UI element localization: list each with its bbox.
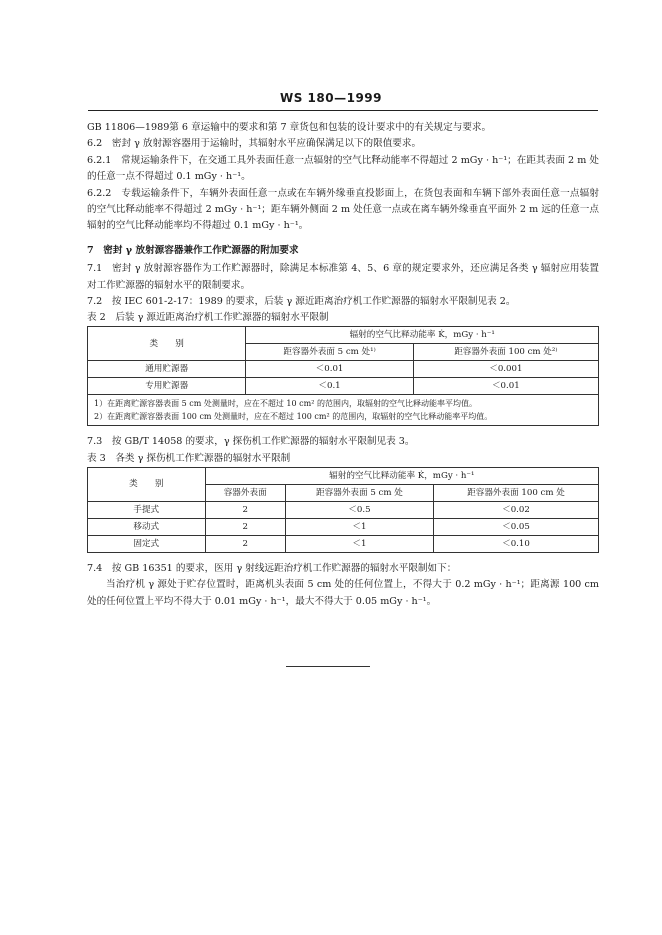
clause-7-1: 7.1 密封 γ 放射源容器作为工作贮源器时，除满足本标准第 4、5、6 章的规定要求外，还应满足各类 γ 辐射应用装置对工作贮源器的辐射水平的限制要求。 (87, 263, 599, 291)
table-2-header-100cm: 距容器外表面 100 cm 处²⁾ (413, 344, 598, 361)
clause-6-2-1: 6.2.1 常规运输条件下，在交通工具外表面任意一点辐射的空气比释动能率不得超过 2 mGy · h⁻¹；在距其表面 2 m 处的任意一点不得超过 0.1 mGy · h⁻¹。 (87, 154, 599, 183)
table-3 (87, 467, 599, 553)
table-3-cell-5cm: ＜1 (285, 518, 433, 535)
table-2-cell-100cm: ＜0.001 (413, 361, 598, 378)
header-rule (88, 110, 598, 111)
table-row (88, 501, 599, 518)
table-3-caption: 表 3 各类 γ 探伤机工作贮源器的辐射水平限制 (87, 452, 291, 464)
table-3-header-5cm: 距容器外表面 5 cm 处 (285, 484, 433, 501)
table-3-cell-surface: 2 (205, 535, 285, 552)
table-3-cell-category: 移动式 (88, 518, 206, 535)
table-2-note-1: 1）在距离贮源容器表面 5 cm 处测量时，应在不超过 10 cm² 的范围内，取辐射的空气比释动能率平均值。 (94, 399, 477, 409)
table-3-cell-category: 固定式 (88, 535, 206, 552)
table-2-cell-5cm: ＜0.01 (246, 361, 413, 378)
clause-7-3: 7.3 按 GB/T 14058 的要求，γ 探伤机工作贮源器的辐射水平限制见表 3。 (87, 436, 415, 448)
table-2-header-category: 类 别 (88, 327, 246, 361)
table-3-cell-5cm: ＜0.5 (285, 501, 433, 518)
table-3-cell-100cm: ＜0.10 (433, 535, 598, 552)
table-2-cell-5cm: ＜0.1 (246, 378, 413, 395)
page-header-code: WS 180—1999 (279, 91, 382, 105)
document-body (87, 120, 599, 610)
clause-6-2-2: 6.2.2 专载运输条件下，车辆外表面任意一点或在车辆外缘垂直投影面上，在货包表面和车辆下部外表面任意一点辐射的空气比释动能率不得超过 2 mGy · h⁻¹；距车辆外侧面 2 m 处任意一点或在离车辆外缘垂直平面外 2 m 远的任意一点辐射的空气比释动能率均不得超过 0.1 mGy · h⁻¹。 (87, 187, 599, 232)
table-2-cell-100cm: ＜0.01 (413, 378, 598, 395)
clause-7-2: 7.2 按 IEC 601-2-17：1989 的要求，后装 γ 源近距离治疗机工作贮源器的辐射水平限制见表 2。 (87, 296, 516, 308)
table-2-caption: 表 2 后装 γ 源近距离治疗机工作贮源器的辐射水平限制 (87, 312, 329, 324)
table-3-cell-surface: 2 (205, 518, 285, 535)
clause-7-4: 7.4 按 GB 16351 的要求，医用 γ 射线远距治疗机工作贮源器的辐射水平限制如下： (87, 562, 457, 574)
clause-6-2: 6.2 密封 γ 放射源容器用于运输时，其辐射水平应确保满足以下的限值要求。 (87, 138, 422, 150)
table-3-header-100cm: 距容器外表面 100 cm 处 (433, 484, 598, 501)
table-3-header-category: 类 别 (88, 467, 206, 501)
table-2-note-2: 2）在距离贮源容器表面 100 cm 处测量时，应在不超过 100 cm² 的范围内，取辐射的空气比释动能率平均值。 (94, 412, 493, 422)
clause-7-4-text: 当治疗机 γ 源处于贮存位置时，距离机头表面 5 cm 处的任何位置上，不得大于 0.2 mGy · h⁻¹；距离源 100 cm 处的任何位置上平均不得大于 0.01 mGy · h⁻¹，最大不得大于 0.05 mGy · h⁻¹。 (87, 579, 599, 607)
table-row (88, 378, 599, 395)
table-3-cell-5cm: ＜1 (285, 535, 433, 552)
table-row (88, 518, 599, 535)
table-3-header-group: 辐射的空气比释动能率 K̇，mGy · h⁻¹ (205, 467, 598, 484)
table-2-header-5cm: 距容器外表面 5 cm 处¹⁾ (246, 344, 413, 361)
table-2-notes (88, 395, 599, 426)
paragraph-gb11806: GB 11806—1989第 6 章运输中的要求和第 7 章货包和包装的设计要求中的有关规定与要求。 (87, 122, 492, 133)
table-row (88, 361, 599, 378)
table-2-cell-category: 通用贮源器 (88, 361, 246, 378)
table-2-header-group: 辐射的空气比释动能率 K̇，mGy · h⁻¹ (246, 327, 599, 344)
table-2 (87, 326, 599, 426)
table-3-cell-surface: 2 (205, 501, 285, 518)
table-3-header-surface: 容器外表面 (205, 484, 285, 501)
table-3-cell-100cm: ＜0.02 (433, 501, 598, 518)
table-3-cell-category: 手提式 (88, 501, 206, 518)
section-7-title: 7 密封 γ 放射源容器兼作工作贮源器的附加要求 (87, 244, 299, 256)
table-3-cell-100cm: ＜0.05 (433, 518, 598, 535)
table-2-cell-category: 专用贮源器 (88, 378, 246, 395)
footer-rule (286, 666, 370, 667)
table-row (88, 535, 599, 552)
